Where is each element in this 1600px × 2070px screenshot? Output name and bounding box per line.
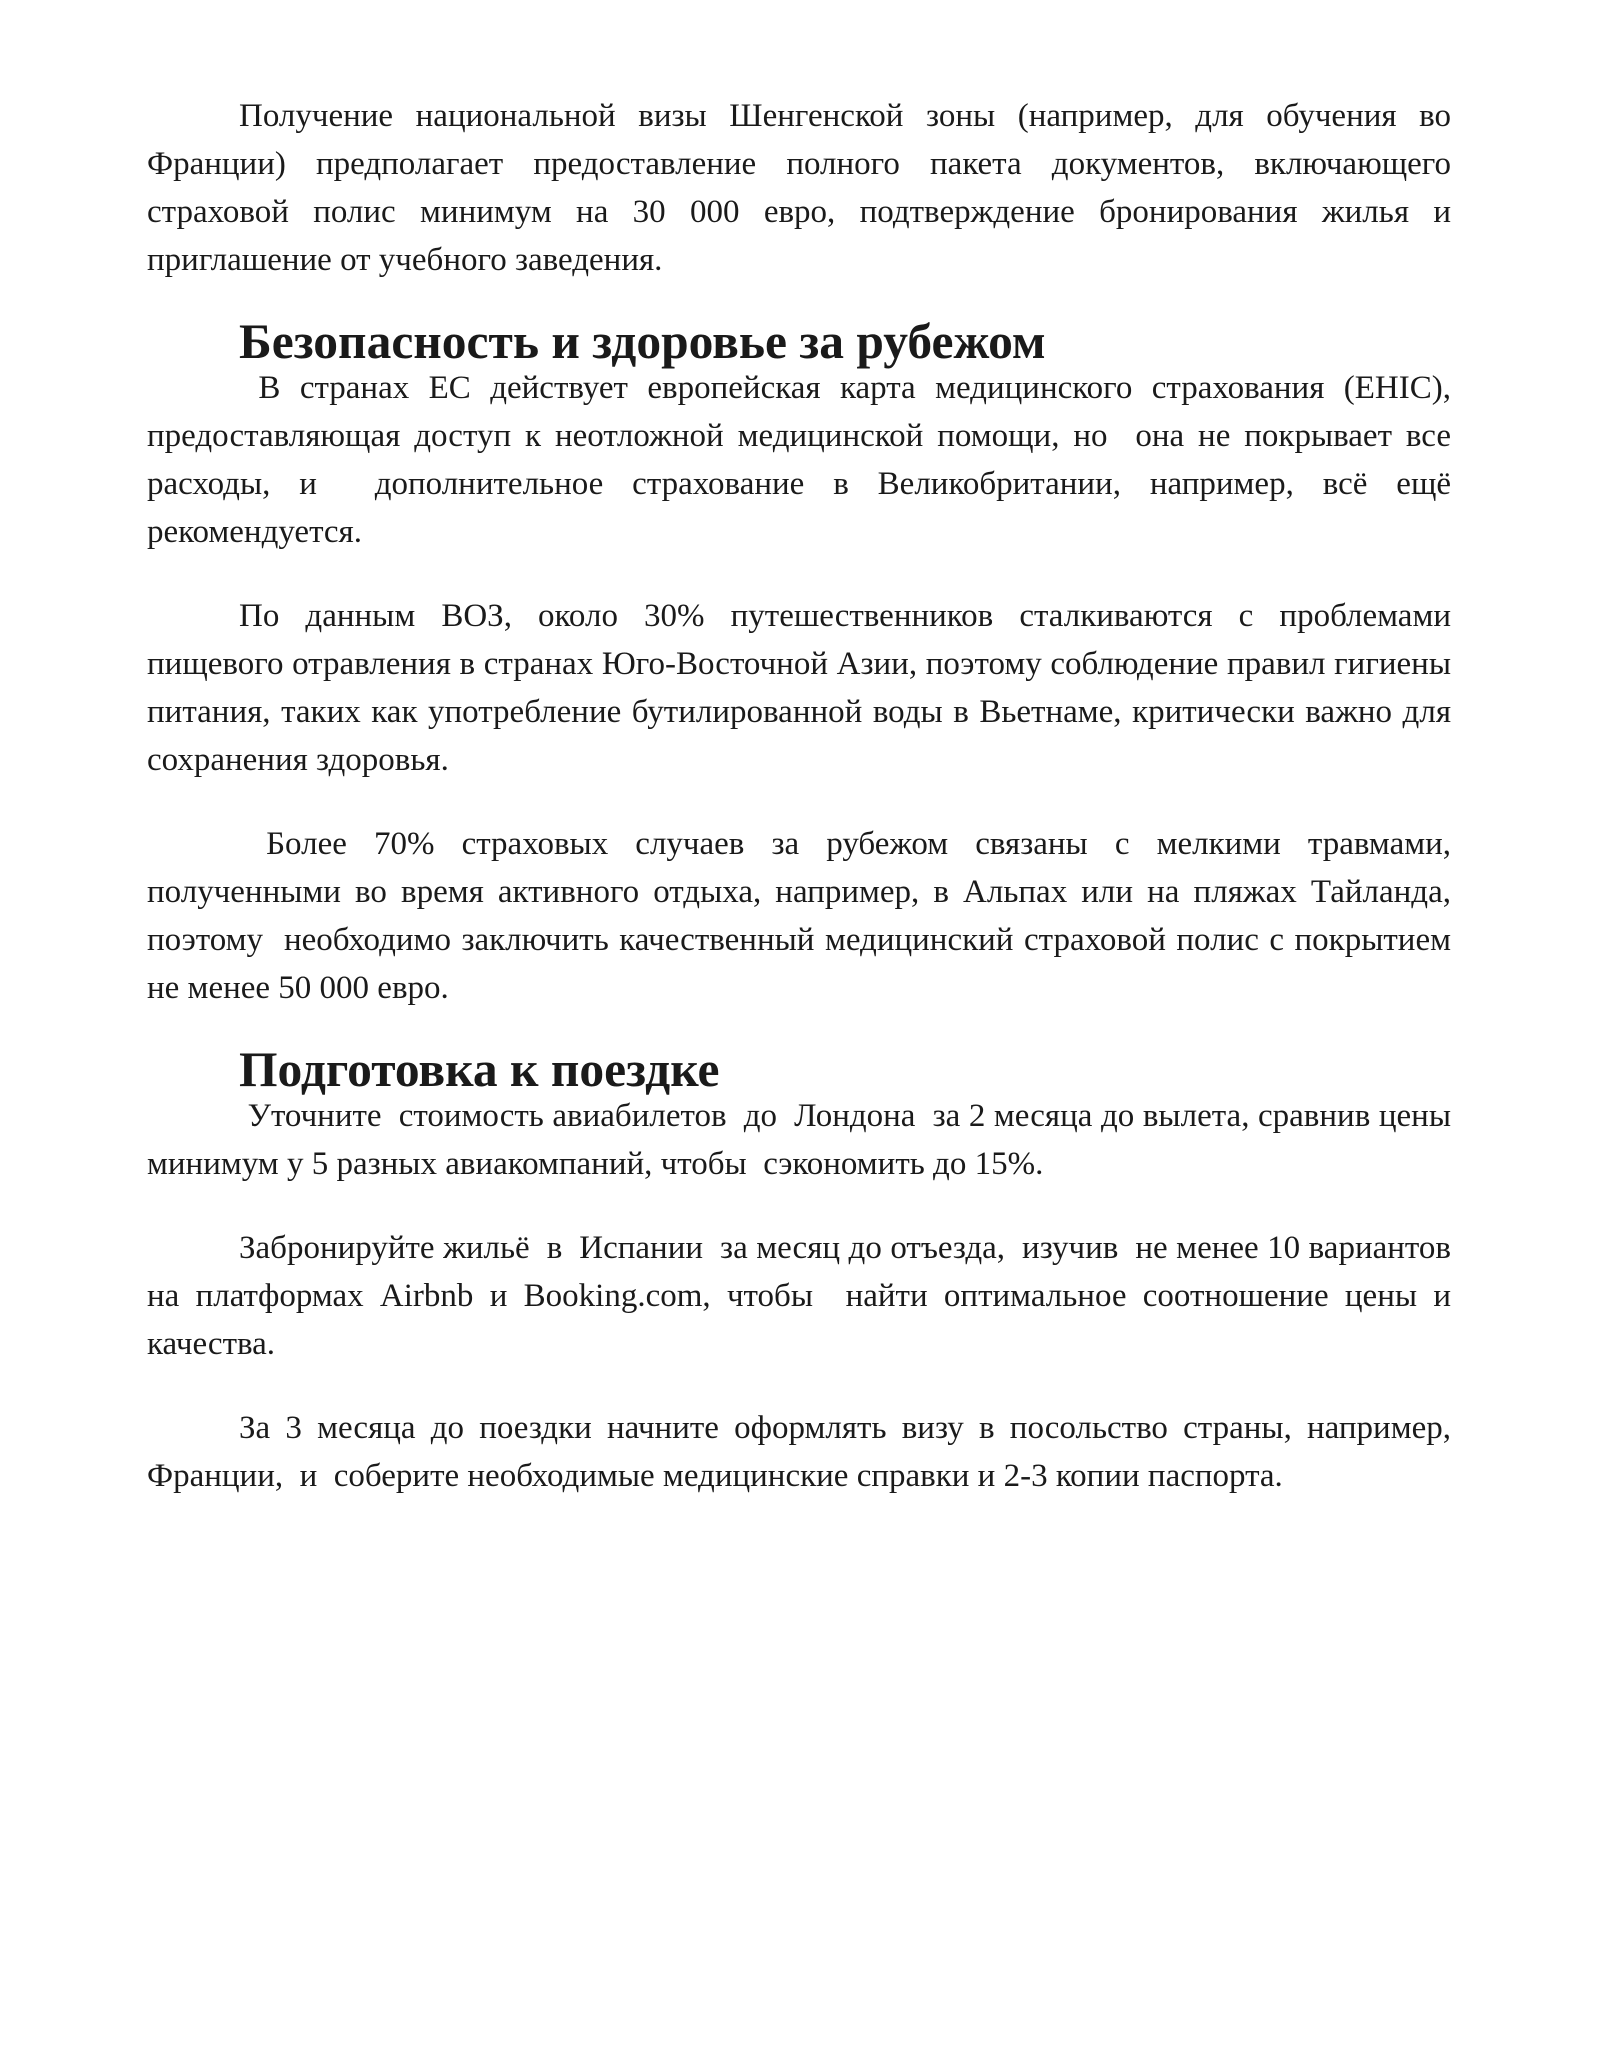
spacer <box>147 556 1451 592</box>
prep-paragraph-3: За 3 месяца до поездки начните оформлять визу в посольство страны, например, Франции, и соберите необходимые медицинские справки и 2-3 копии паспорта. <box>147 1410 1460 1494</box>
section-heading-safety: Безопасность и здоровье за рубежом <box>239 314 1046 369</box>
safety-paragraph-2: По данным ВОЗ, около 30% путешественников сталкиваются с проблемами пищевого отравления в странах Юго-Восточной Азии, поэтому соблюдение правил гигиены питания, таких как употребление бутилированной воды в Вьетнаме, критически важно для сохранения здоровья. <box>147 598 1460 778</box>
document-page <box>147 92 1468 1500</box>
prep-paragraph-1: Уточните стоимость авиабилетов до Лондона за 2 месяца до вылета, сравнив цены минимум у 5 разных авиакомпаний, чтобы сэкономить до 15%. <box>147 1098 1468 1182</box>
safety-paragraph-3: Более 70% страховых случаев за рубежом связаны с мелкими травмами, полученными во время активного отдыха, например, в Альпах или на пляжах Тайланда, поэтому необходимо заключить качественный медицинский страховой полис с покрытием не менее 50 000 евро. <box>147 826 1460 1006</box>
section-heading-prep: Подготовка к поездке <box>239 1042 720 1097</box>
spacer <box>147 784 1451 820</box>
prep-paragraph-2: Забронируйте жильё в Испании за месяц до отъезда, изучив не менее 10 вариантов на платформах Airbnb и Booking.com, чтобы найти оптимальное соотношение цены и качества. <box>147 1230 1468 1362</box>
spacer <box>147 1368 1451 1404</box>
intro-paragraph: Получение национальной визы Шенгенской зоны (например, для обучения во Франции) предполагает предоставление полного пакета документов, включающего страховой полис минимум на 30 000 евро, подтверждение бронирования жилья и приглашение от учебного заведения. <box>147 98 1468 278</box>
spacer <box>147 1188 1451 1224</box>
safety-paragraph-1: В странах ЕС действует европейская карта медицинского страхования (EHIC), предоставляющая доступ к неотложной медицинской помощи, но она не покрывает все расходы, и дополнительное страхование в Великобритании, например, всё ещё рекомендуется. <box>147 370 1468 550</box>
